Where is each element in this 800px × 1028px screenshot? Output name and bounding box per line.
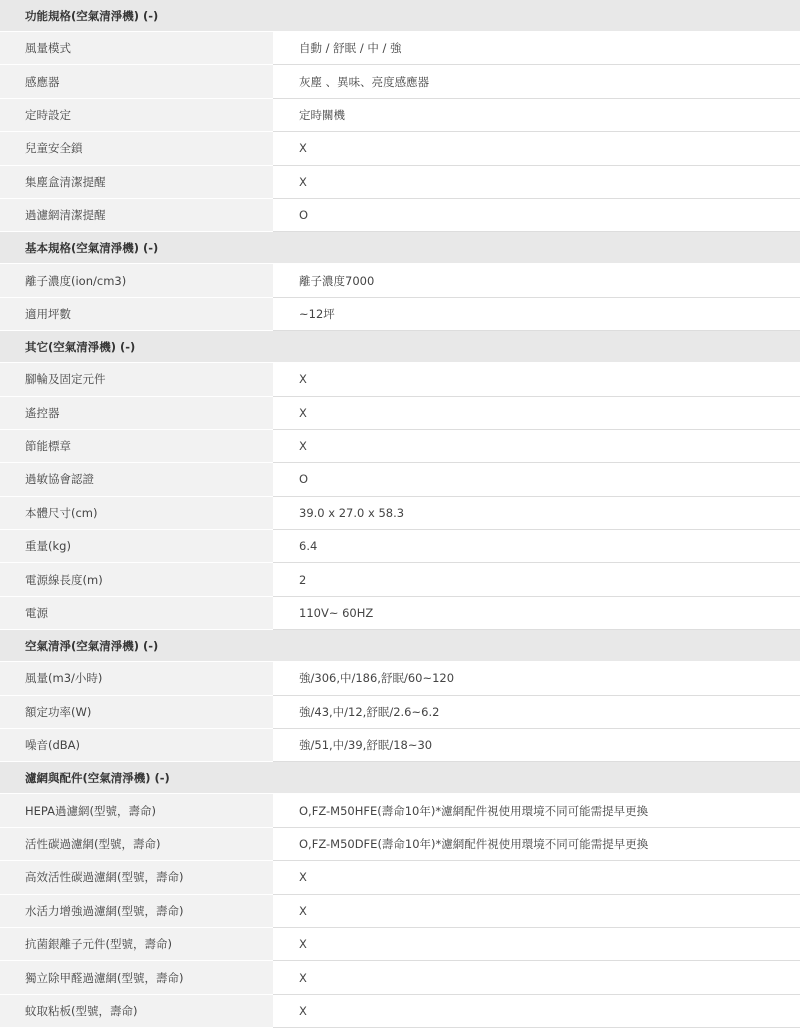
spec-row (0, 363, 800, 396)
spec-value: X (273, 430, 800, 463)
spec-section (0, 0, 800, 232)
spec-value: X (273, 995, 800, 1028)
spec-value: O (273, 463, 800, 496)
spec-value: X (273, 397, 800, 430)
spec-row (0, 99, 800, 132)
spec-label: 本體尺寸(cm) (0, 497, 273, 530)
spec-row (0, 397, 800, 430)
spec-label: 集塵盒清潔提醒 (0, 166, 273, 199)
spec-value: 2 (273, 563, 800, 596)
spec-label: 離子濃度(ion/cm3) (0, 264, 273, 297)
spec-value: 強/51,中/39,舒眠/18~30 (273, 729, 800, 762)
spec-value: 定時關機 (273, 99, 800, 132)
spec-row (0, 463, 800, 496)
spec-label: 水活力增強過濾網(型號，壽命) (0, 895, 273, 928)
spec-label: 電源 (0, 597, 273, 630)
spec-value: 灰塵 、異味、亮度感應器 (273, 65, 800, 98)
spec-value: X (273, 363, 800, 396)
spec-label: HEPA過濾網(型號，壽命) (0, 794, 273, 827)
spec-row (0, 828, 800, 861)
spec-row (0, 662, 800, 695)
section-header[interactable]: 空氣清淨(空氣清淨機) (-) (0, 630, 800, 662)
spec-value: X (273, 928, 800, 961)
spec-row (0, 861, 800, 894)
spec-value: 6.4 (273, 530, 800, 563)
section-header[interactable]: 功能規格(空氣清淨機) (-) (0, 0, 800, 32)
spec-label: 電源線長度(m) (0, 563, 273, 596)
spec-value: 離子濃度7000 (273, 264, 800, 297)
spec-value: O,FZ-M50DFE(壽命10年)*濾網配件視使用環境不同可能需提早更換 (273, 828, 800, 861)
section-header[interactable]: 濾網與配件(空氣清淨機) (-) (0, 762, 800, 794)
spec-row (0, 65, 800, 98)
spec-label: 重量(kg) (0, 530, 273, 563)
spec-row (0, 430, 800, 463)
spec-label: 過敏協會認證 (0, 463, 273, 496)
spec-label: 感應器 (0, 65, 273, 98)
spec-section (0, 630, 800, 762)
spec-value: O,FZ-M50HFE(壽命10年)*濾網配件視使用環境不同可能需提早更換 (273, 794, 800, 827)
spec-label: 腳輪及固定元件 (0, 363, 273, 396)
spec-label: 兒童安全鎖 (0, 132, 273, 165)
spec-row (0, 497, 800, 530)
spec-value: X (273, 166, 800, 199)
spec-label: 高效活性碳過濾網(型號，壽命) (0, 861, 273, 894)
spec-label: 風量(m3/小時) (0, 662, 273, 695)
spec-label: 節能標章 (0, 430, 273, 463)
spec-value: 強/306,中/186,舒眠/60~120 (273, 662, 800, 695)
spec-section (0, 232, 800, 331)
spec-row (0, 530, 800, 563)
spec-row (0, 961, 800, 994)
section-header[interactable]: 其它(空氣清淨機) (-) (0, 331, 800, 363)
spec-row (0, 298, 800, 331)
spec-label: 蚊取粘板(型號，壽命) (0, 995, 273, 1028)
spec-label: 風量模式 (0, 32, 273, 65)
spec-label: 額定功率(W) (0, 696, 273, 729)
spec-value: 110V~ 60HZ (273, 597, 800, 630)
spec-row (0, 928, 800, 961)
spec-row (0, 794, 800, 827)
spec-row (0, 132, 800, 165)
spec-row (0, 995, 800, 1028)
spec-value: X (273, 961, 800, 994)
spec-section (0, 331, 800, 630)
spec-row (0, 597, 800, 630)
spec-label: 活性碳過濾網(型號，壽命) (0, 828, 273, 861)
spec-value: 強/43,中/12,舒眠/2.6~6.2 (273, 696, 800, 729)
spec-row (0, 264, 800, 297)
spec-row (0, 729, 800, 762)
spec-value: ~12坪 (273, 298, 800, 331)
spec-value: X (273, 861, 800, 894)
spec-row (0, 563, 800, 596)
spec-section (0, 762, 800, 1028)
spec-value: X (273, 132, 800, 165)
spec-value: X (273, 895, 800, 928)
spec-label: 獨立除甲醛過濾網(型號，壽命) (0, 961, 273, 994)
spec-row (0, 696, 800, 729)
spec-value: 39.0 x 27.0 x 58.3 (273, 497, 800, 530)
spec-row (0, 166, 800, 199)
spec-row (0, 32, 800, 65)
spec-label: 適用坪數 (0, 298, 273, 331)
section-header[interactable]: 基本規格(空氣清淨機) (-) (0, 232, 800, 264)
spec-label: 過濾網清潔提醒 (0, 199, 273, 232)
spec-label: 遙控器 (0, 397, 273, 430)
spec-label: 噪音(dBA) (0, 729, 273, 762)
spec-row (0, 895, 800, 928)
spec-label: 抗菌銀離子元件(型號，壽命) (0, 928, 273, 961)
spec-row (0, 199, 800, 232)
spec-value: 自動 / 舒眠 / 中 / 強 (273, 32, 800, 65)
spec-label: 定時設定 (0, 99, 273, 132)
spec-value: O (273, 199, 800, 232)
